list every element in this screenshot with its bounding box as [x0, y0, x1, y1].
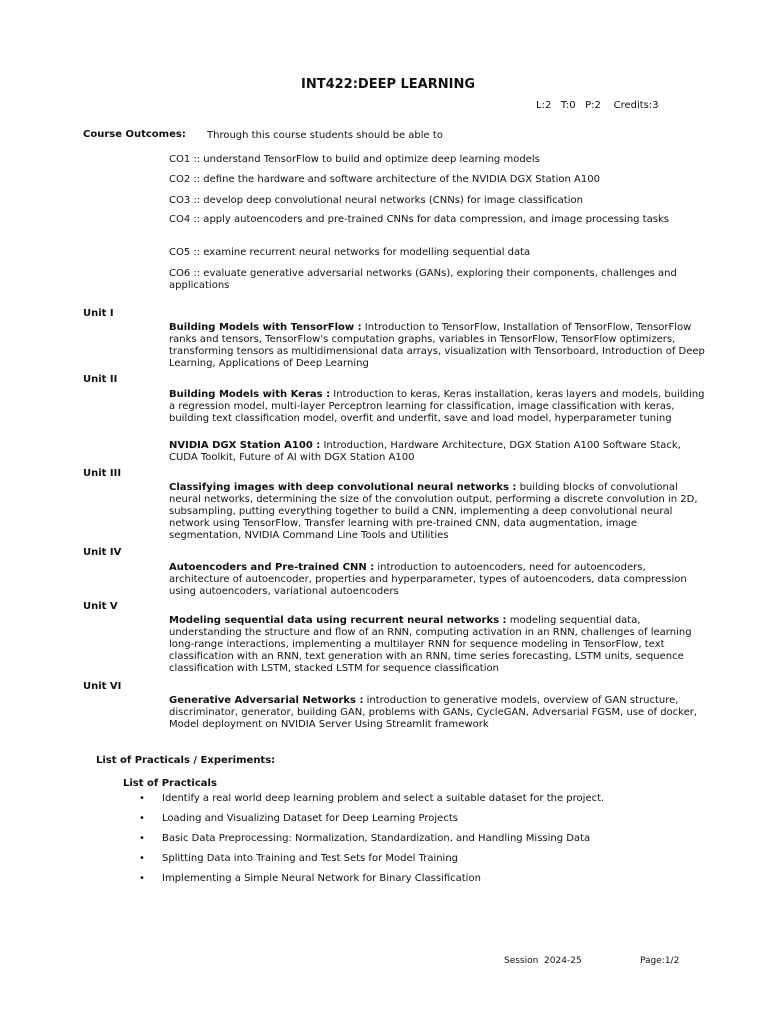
unit-topic-text: introduction to generative models, overview of GAN structure, discriminator, generator, building GAN, problems with GANs, CycleGAN, Adversarial FGSM, use of docker, Model deployment on NVIDIA Server Using Streamlit framework [169, 695, 698, 730]
unit-topic [169, 322, 709, 370]
unit-topic-heading: Modeling sequential data using recurrent neural networks : [169, 615, 507, 626]
practical-item: Loading and Visualizing Dataset for Deep Learning Projects [162, 813, 458, 824]
unit-label: Unit VI [83, 681, 122, 692]
unit-topic [169, 389, 709, 425]
bullet-icon: • [139, 873, 145, 884]
unit-topic-text: Introduction to keras, Keras installation, keras layers and models, building a regression model, multi-layer Perceptron learning for classification, image classification with keras, building text classification model, overfit and underfit, save and load model, hyperparameter tuning [169, 389, 705, 424]
unit-label: Unit II [83, 374, 118, 385]
unit-topic [169, 440, 709, 464]
unit-topic-heading: Classifying images with deep convolutional neural networks : [169, 482, 517, 493]
course-outcome-item: CO3 :: develop deep convolutional neural networks (CNNs) for image classification [169, 195, 583, 206]
unit-topic [169, 482, 709, 542]
unit-topic-heading: Building Models with Keras : [169, 389, 331, 400]
course-outcomes-intro: Through this course students should be able to [207, 130, 443, 141]
unit-topic-heading: Autoencoders and Pre-trained CNN : [169, 562, 375, 573]
session-label: Session 2024-25 [504, 956, 582, 966]
unit-label: Unit III [83, 468, 122, 479]
unit-label: Unit IV [83, 547, 122, 558]
bullet-icon: • [139, 853, 145, 864]
course-outcomes-label: Course Outcomes: [83, 129, 186, 140]
course-outcome-item: CO6 :: evaluate generative adversarial networks (GANs), exploring their components, challenges and applications [169, 268, 677, 291]
bullet-icon: • [139, 793, 145, 804]
practical-item: Splitting Data into Training and Test Sets for Model Training [162, 853, 459, 864]
unit-topic-heading: Building Models with TensorFlow : [169, 322, 362, 333]
unit-topic-heading: NVIDIA DGX Station A100 : [169, 440, 321, 451]
unit-topic [169, 562, 709, 598]
unit-topic-text: building blocks of convolutional neural networks, determining the size of the convolution output, performing a discrete convolution in 2D, subsampling, putting everything together to build a CNN, implementing a deep convolutional neural network using TensorFlow, Transfer learning with pre-trained CNN, data augmentation, image segmentation, NVIDIA Command Line Tools and Utilities [169, 482, 698, 541]
course-outcome-item: CO5 :: examine recurrent neural networks for modelling sequential data [169, 247, 531, 258]
unit-topic-text: introduction to autoencoders, need for autoencoders, architecture of autoencoder, properties and hyperparameter, types of autoencoders, data compression using autoencoders, variational autoencoders [169, 562, 687, 597]
unit-topic-text: modeling sequential data, understanding the structure and flow of an RNN, computing activation in an RNN, challenges of learning long-range interactions, implementing a multilayer RNN for sequence modeling in TensorFlow, text classification with an RNN, text generation with an RNN, time series forecasting, LSTM units, sequence classification with LSTM, stacked LSTM for sequence classification [169, 615, 692, 674]
bullet-icon: • [139, 833, 145, 844]
credits-line: L:2 T:0 P:2 Credits:3 [536, 100, 659, 111]
course-outcome-item: CO4 :: apply autoencoders and pre-trained CNNs for data compression, and image processing tasks [169, 214, 669, 225]
bullet-icon: • [139, 813, 145, 824]
practical-item: Basic Data Preprocessing: Normalization, Standardization, and Handling Missing Data [162, 833, 591, 844]
practicals-subheading: List of Practicals [123, 778, 217, 789]
unit-label: Unit I [83, 308, 114, 319]
unit-topic [169, 615, 709, 675]
course-outcome-item: CO2 :: define the hardware and software architecture of the NVIDIA DGX Station A100 [169, 174, 600, 185]
unit-topic-text: Introduction to TensorFlow, Installation of TensorFlow, TensorFlow ranks and tensors, TensorFlow's computation graphs, variables in TensorFlow, TensorFlow optimizers, transforming tensors as multidimensional data arrays, visualization with Tensorboard, Introduction of Deep Learning, Applications of Deep Learning [169, 322, 705, 369]
unit-label: Unit V [83, 601, 118, 612]
page-title: INT422:DEEP LEARNING [300, 77, 476, 92]
page-number: Page:1/2 [640, 956, 680, 966]
unit-topic-text: Introduction, Hardware Architecture, DGX Station A100 Software Stack, CUDA Toolkit, Future of AI with DGX Station A100 [169, 440, 681, 463]
practical-item: Implementing a Simple Neural Network for Binary Classification [162, 873, 481, 884]
course-outcome-item: CO1 :: understand TensorFlow to build and optimize deep learning models [169, 154, 540, 165]
practicals-heading: List of Practicals / Experiments: [96, 755, 276, 766]
unit-topic [169, 695, 709, 731]
unit-topic-heading: Generative Adversarial Networks : [169, 695, 364, 706]
practical-item: Identify a real world deep learning problem and select a suitable dataset for the project. [162, 793, 605, 804]
